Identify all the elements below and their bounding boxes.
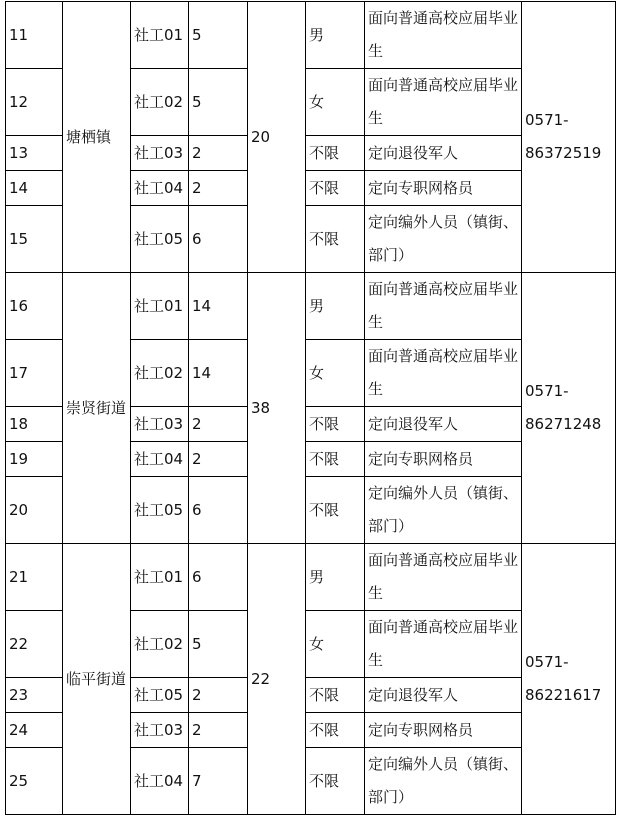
target-cell: 定向专职网格员: [365, 171, 522, 206]
row-number-cell: 19: [6, 442, 63, 477]
target-cell: 面向普通高校应届毕业生: [365, 544, 522, 611]
row-number-cell: 21: [6, 544, 63, 611]
position-count-cell: 5: [189, 69, 248, 136]
gender-cell: 不限: [306, 407, 365, 442]
phone-prefix: 0571-: [525, 111, 569, 129]
row-number-cell: 16: [6, 273, 63, 340]
district-cell: 临平街道: [63, 544, 131, 815]
position-count-cell: 6: [189, 206, 248, 273]
row-number-cell: 11: [6, 2, 63, 69]
contact-phone-cell: [522, 544, 616, 815]
position-count-cell: 14: [189, 273, 248, 340]
row-number-cell: 13: [6, 136, 63, 171]
target-cell: 定向退役军人: [365, 678, 522, 713]
gender-cell: 女: [306, 611, 365, 678]
position-count-cell: 6: [189, 477, 248, 544]
gender-cell: 不限: [306, 748, 365, 815]
phone-number: 86372519: [525, 144, 602, 162]
row-number-cell: 15: [6, 206, 63, 273]
row-number-cell: 20: [6, 477, 63, 544]
row-number-cell: 23: [6, 678, 63, 713]
table-row: [6, 2, 616, 69]
gender-cell: 不限: [306, 678, 365, 713]
phone-prefix: 0571-: [525, 382, 569, 400]
table-body: [6, 2, 616, 815]
position-count-cell: 5: [189, 611, 248, 678]
district-total-cell: 22: [248, 544, 306, 815]
target-cell: 定向退役军人: [365, 407, 522, 442]
position-code-cell: 社工03: [131, 713, 189, 748]
position-count-cell: 7: [189, 748, 248, 815]
target-cell: 定向编外人员（镇街、部门）: [365, 206, 522, 273]
position-count-cell: 2: [189, 136, 248, 171]
target-cell: 面向普通高校应届毕业生: [365, 340, 522, 407]
position-code-cell: 社工03: [131, 407, 189, 442]
row-number-cell: 25: [6, 748, 63, 815]
position-count-cell: 2: [189, 442, 248, 477]
gender-cell: 不限: [306, 206, 365, 273]
row-number-cell: 22: [6, 611, 63, 678]
gender-cell: 不限: [306, 136, 365, 171]
position-code-cell: 社工03: [131, 136, 189, 171]
position-count-cell: 2: [189, 678, 248, 713]
target-cell: 定向专职网格员: [365, 713, 522, 748]
position-code-cell: 社工02: [131, 340, 189, 407]
position-code-cell: 社工05: [131, 678, 189, 713]
gender-cell: 男: [306, 544, 365, 611]
row-number-cell: 14: [6, 171, 63, 206]
row-number-cell: 12: [6, 69, 63, 136]
gender-cell: 男: [306, 2, 365, 69]
gender-cell: 不限: [306, 477, 365, 544]
position-count-cell: 2: [189, 407, 248, 442]
row-number-cell: 17: [6, 340, 63, 407]
gender-cell: 不限: [306, 171, 365, 206]
district-cell: 崇贤街道: [63, 273, 131, 544]
target-cell: 定向专职网格员: [365, 442, 522, 477]
gender-cell: 不限: [306, 713, 365, 748]
contact-phone-cell: [522, 2, 616, 273]
position-code-cell: 社工04: [131, 748, 189, 815]
position-code-cell: 社工02: [131, 69, 189, 136]
recruitment-table: [5, 1, 616, 815]
position-count-cell: 5: [189, 2, 248, 69]
row-number-cell: 24: [6, 713, 63, 748]
phone-prefix: 0571-: [525, 653, 569, 671]
target-cell: 面向普通高校应届毕业生: [365, 69, 522, 136]
position-count-cell: 2: [189, 713, 248, 748]
contact-phone-cell: [522, 273, 616, 544]
position-code-cell: 社工05: [131, 477, 189, 544]
gender-cell: 不限: [306, 442, 365, 477]
position-count-cell: 14: [189, 340, 248, 407]
target-cell: 定向退役军人: [365, 136, 522, 171]
district-cell: 塘栖镇: [63, 2, 131, 273]
position-code-cell: 社工01: [131, 2, 189, 69]
target-cell: 面向普通高校应届毕业生: [365, 273, 522, 340]
district-total-cell: 20: [248, 2, 306, 273]
table-row: [6, 544, 616, 611]
gender-cell: 女: [306, 340, 365, 407]
target-cell: 定向编外人员（镇街、部门）: [365, 477, 522, 544]
table-row: [6, 273, 616, 340]
position-code-cell: 社工04: [131, 171, 189, 206]
gender-cell: 男: [306, 273, 365, 340]
target-cell: 定向编外人员（镇街、部门）: [365, 748, 522, 815]
position-code-cell: 社工01: [131, 273, 189, 340]
position-code-cell: 社工02: [131, 611, 189, 678]
position-code-cell: 社工04: [131, 442, 189, 477]
position-count-cell: 2: [189, 171, 248, 206]
gender-cell: 女: [306, 69, 365, 136]
target-cell: 面向普通高校应届毕业生: [365, 2, 522, 69]
row-number-cell: 18: [6, 407, 63, 442]
phone-number: 86221617: [525, 686, 602, 704]
position-count-cell: 6: [189, 544, 248, 611]
phone-number: 86271248: [525, 415, 602, 433]
district-total-cell: 38: [248, 273, 306, 544]
position-code-cell: 社工01: [131, 544, 189, 611]
target-cell: 面向普通高校应届毕业生: [365, 611, 522, 678]
position-code-cell: 社工05: [131, 206, 189, 273]
